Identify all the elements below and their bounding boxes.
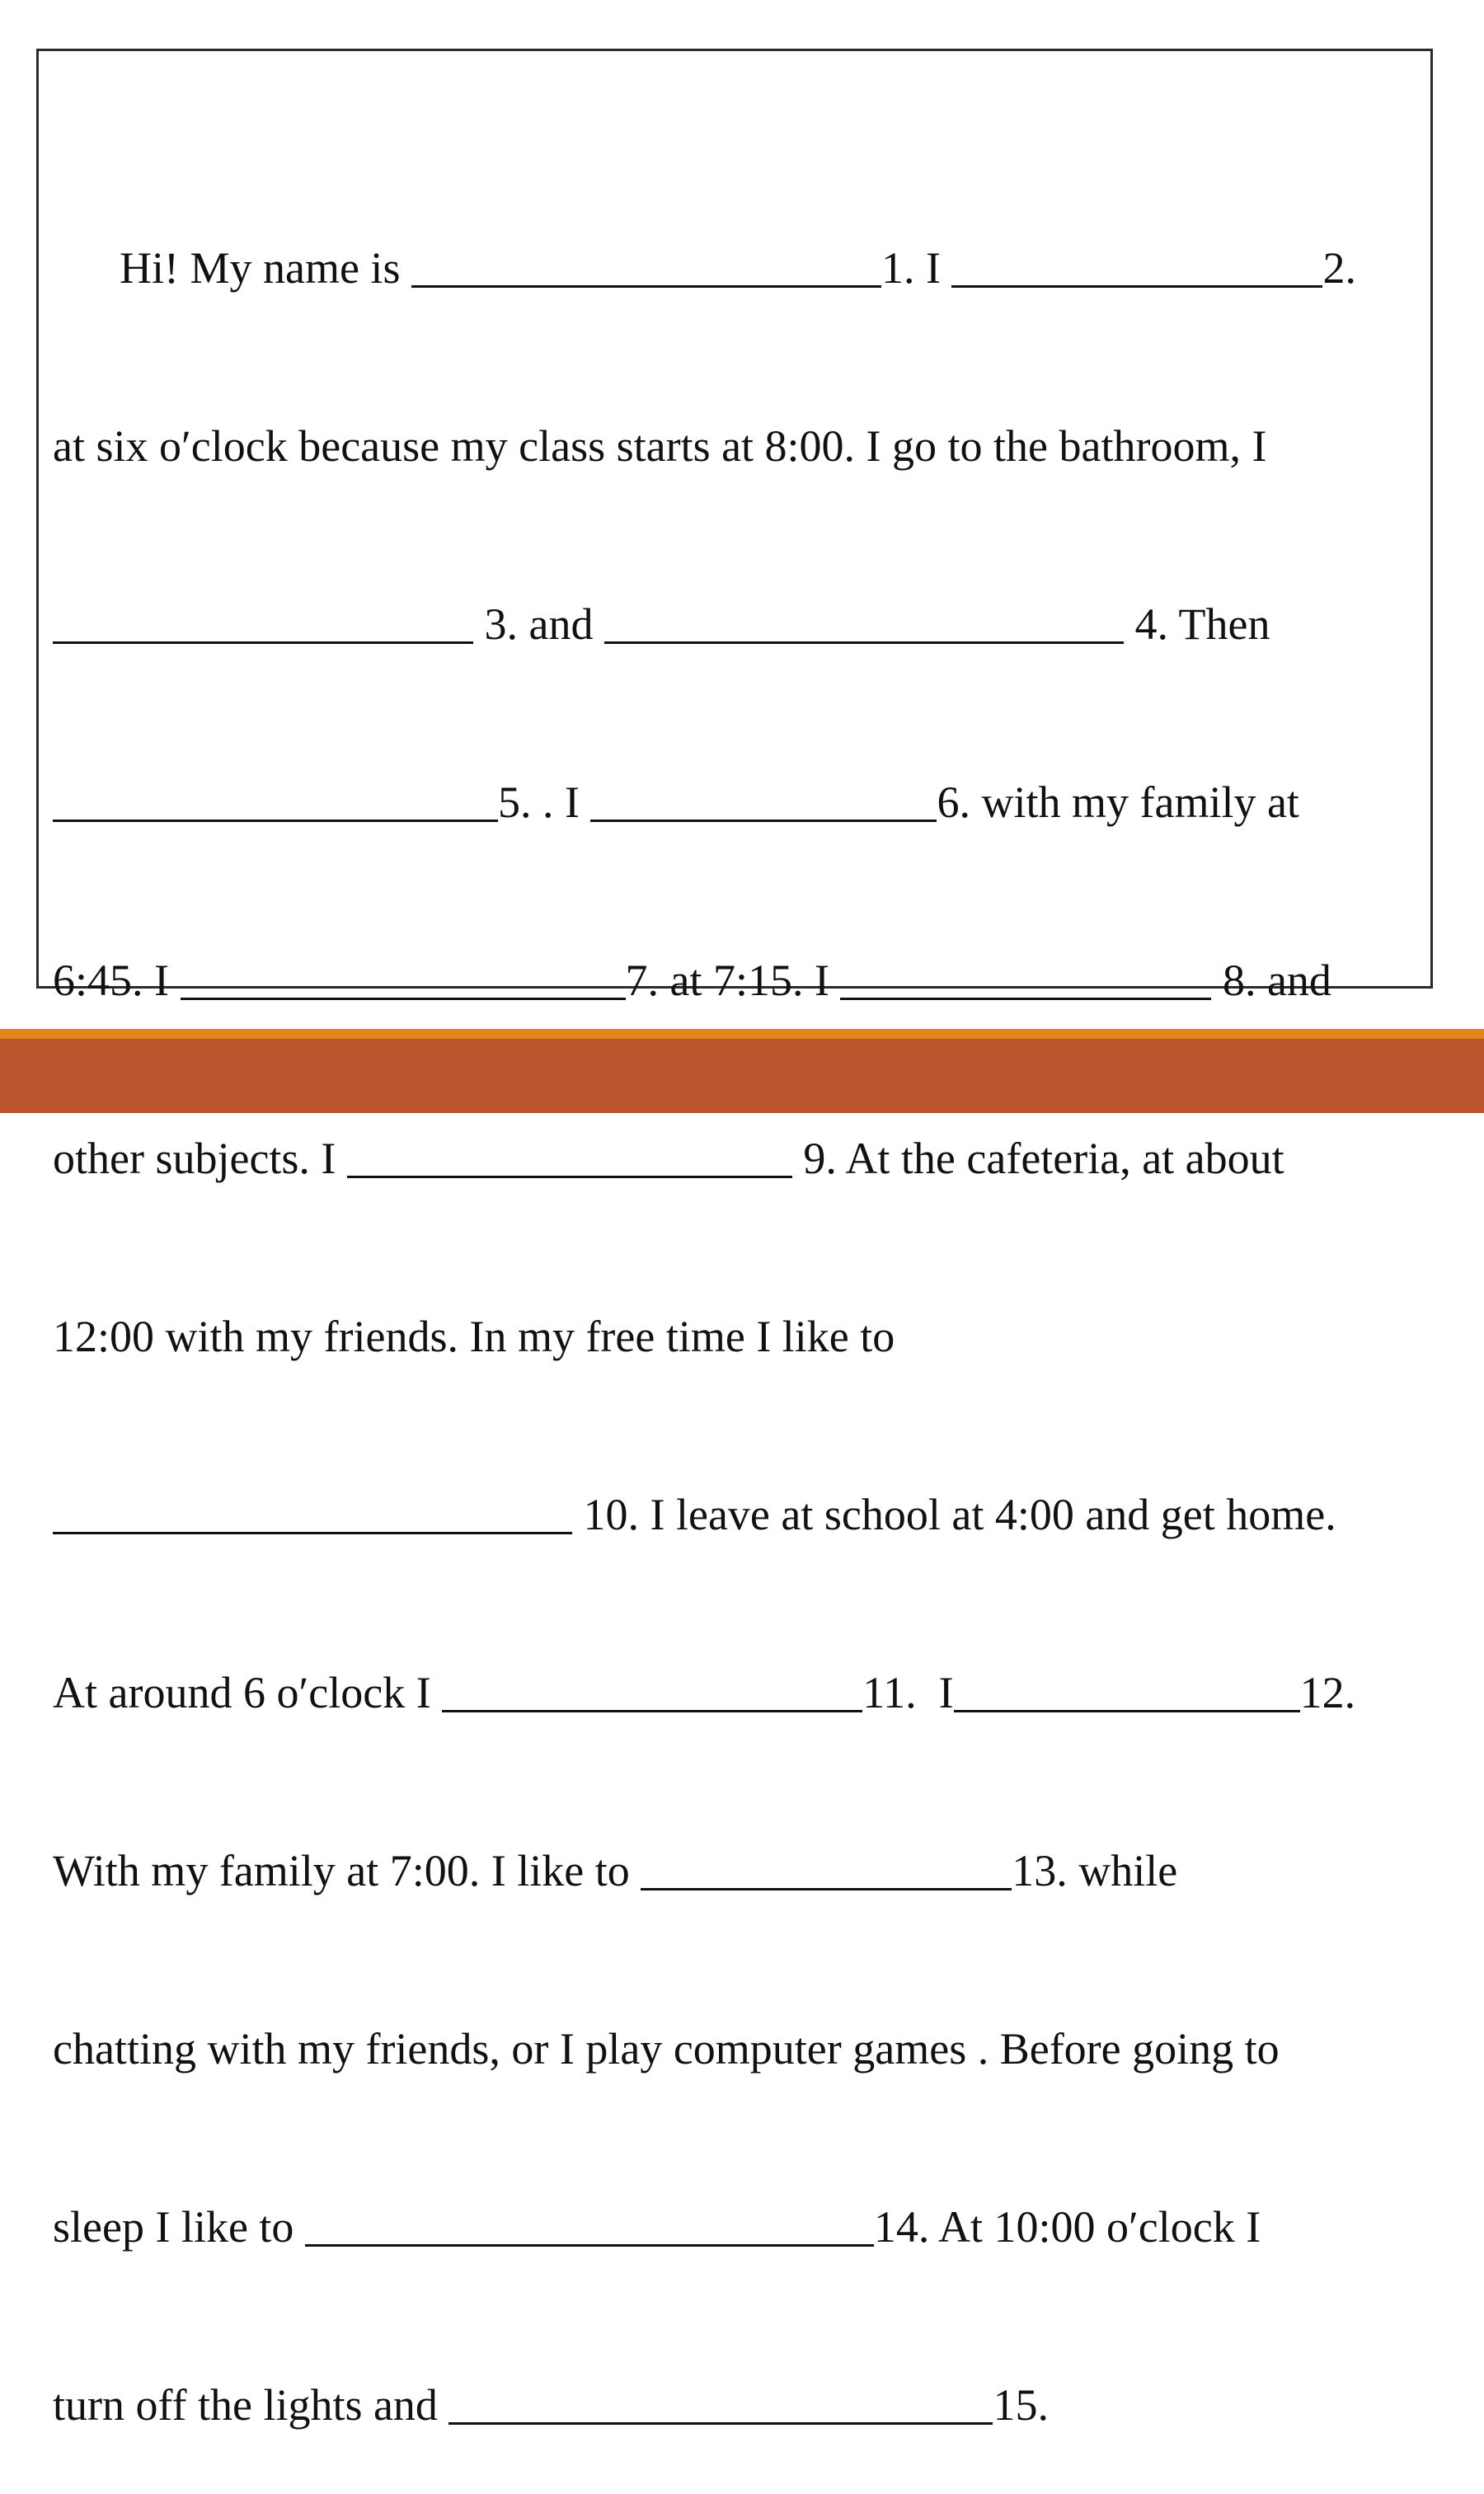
line-10 [53,1841,1430,1900]
blank-10[interactable] [53,1488,572,1534]
text-segment: 1. I [881,243,952,293]
blank-9[interactable] [347,1132,792,1178]
blank-13[interactable] [641,1844,1012,1890]
text-segment: other subjects. I [53,1134,347,1183]
line-12 [53,2197,1430,2257]
text-segment: turn off the lights and [53,2380,449,2430]
text-segment: 13. while [1012,1846,1178,1895]
blank-7[interactable] [181,954,626,1000]
text-segment: 2. [1322,243,1356,293]
line-3 [53,594,1430,654]
line-6 [53,1129,1430,1188]
text-segment: 7. at 7:15. I [625,956,841,1005]
blank-15[interactable] [448,2379,993,2425]
blank-14[interactable] [305,2200,874,2247]
line-1 [53,238,1430,298]
line-11 [53,2019,1430,2078]
footer-accent-stripe [0,1029,1484,1039]
text-segment: 9. At the cafeteria, at about [791,1134,1284,1183]
blank-11[interactable] [442,1666,862,1712]
blank-5[interactable] [53,776,498,822]
text-segment: 11. I [862,1668,954,1717]
text-segment: 4. Then [1123,599,1270,649]
text-segment: sleep I like to [53,2202,305,2252]
blank-12[interactable] [954,1666,1300,1712]
blank-6[interactable] [590,776,937,822]
line-8 [53,1485,1430,1544]
text-segment: 14. At 10:00 o′clock I [873,2202,1261,2252]
text-segment: 12:00 with my friends. In my free time I like to [53,1312,895,1361]
text-segment: at six o′clock because my class starts at 8:00. I go to the bathroom, I [53,421,1267,471]
text-segment: At around 6 o′clock I [53,1668,443,1717]
line-9 [53,1663,1430,1722]
blank-4[interactable] [604,598,1124,644]
text-segment: 10. I leave at school at 4:00 and get home. [572,1490,1336,1539]
text-segment: chatting with my friends, or I play computer games . Before going to [53,2024,1280,2074]
line-13 [53,2375,1430,2435]
text-segment: 6:45. I [53,956,181,1005]
blank-8[interactable] [840,954,1211,1000]
text-segment: 6. with my family at [937,777,1299,827]
line-7 [53,1307,1430,1366]
text-segment: 8. and [1211,956,1331,1005]
text-segment: Hi! My name is [53,243,411,293]
blank-2[interactable] [951,242,1322,288]
line-2 [53,416,1430,476]
text-segment: 3. and [473,599,604,649]
worksheet-paragraph [53,120,1430,2494]
line-5 [53,951,1430,1010]
footer-band [0,1039,1484,1113]
text-segment: 15. [993,2380,1049,2430]
blank-3[interactable] [53,598,473,644]
line-4 [53,773,1430,832]
text-segment: 5. . I [498,777,591,827]
text-segment: With my family at 7:00. I like to [53,1846,641,1895]
text-segment: 12. [1299,1668,1356,1717]
blank-1[interactable] [411,242,881,288]
